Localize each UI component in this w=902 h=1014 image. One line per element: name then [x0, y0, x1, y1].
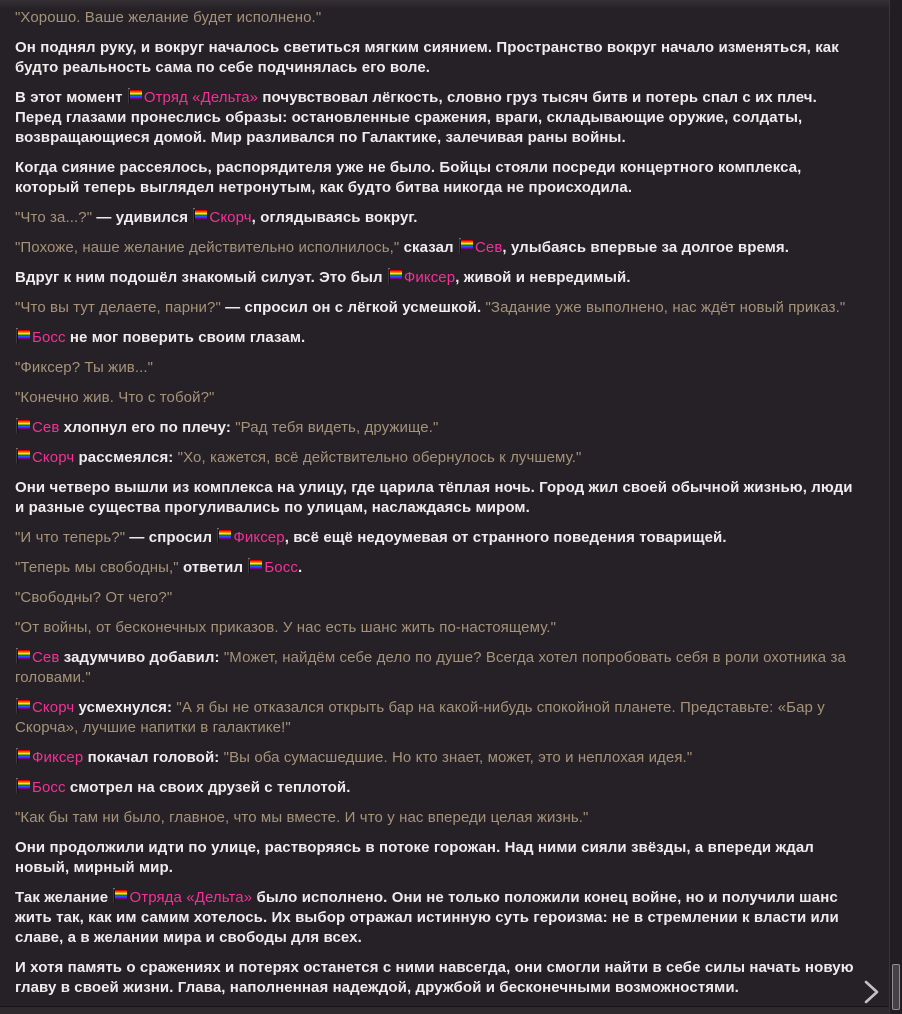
character-link[interactable]	[192, 209, 251, 226]
bottom-edge-bar	[0, 1006, 889, 1014]
character-name: Босс	[264, 559, 298, 576]
narration-text: — удивился	[92, 209, 193, 226]
pride-flag-icon	[15, 419, 31, 434]
story-paragraph	[15, 588, 858, 608]
narration-text: В этот момент	[15, 89, 127, 106]
character-link[interactable]	[15, 699, 74, 716]
story-paragraph	[15, 958, 858, 998]
pride-flag-icon	[247, 559, 263, 574]
quote-text: "Похоже, наше желание действительно исполнилось,"	[15, 239, 400, 256]
story-paragraph	[15, 448, 858, 468]
pride-flag-icon	[15, 449, 31, 464]
story-paragraph	[15, 698, 858, 738]
scrollbar-thumb[interactable]	[892, 964, 900, 1010]
pride-flag-icon	[112, 889, 128, 904]
pride-flag-icon	[15, 749, 31, 764]
quote-text: "Теперь мы свободны,"	[15, 559, 179, 576]
character-link[interactable]	[112, 889, 252, 906]
narration-text: , всё ещё недоумевая от странного поведения товарищей.	[284, 529, 727, 546]
pride-flag-icon	[15, 699, 31, 714]
pride-flag-icon	[458, 239, 474, 254]
narration-text: Они четверо вышли из комплекса на улицу, где царила тёплая ночь. Город жил своей обычной жизнью, люди и разные существа прогуливались по улицам, наслаждаясь миром.	[15, 479, 853, 516]
narration-text: смотрел на своих друзей с теплотой.	[65, 779, 351, 796]
scrollbar-track[interactable]	[889, 0, 902, 1014]
narration-text: покачал головой:	[83, 749, 224, 766]
quote-text: "Что за...?"	[15, 209, 93, 226]
character-name: Скорч	[209, 209, 252, 226]
story-paragraph	[15, 88, 858, 148]
character-link[interactable]	[247, 559, 298, 576]
story-paragraph	[15, 268, 858, 288]
story-paragraph	[15, 298, 858, 318]
narration-text: Он поднял руку, и вокруг началось светиться мягким сиянием. Пространство вокруг начало изменяться, как будто реальность сама по себе подчинялась его воле.	[15, 39, 839, 76]
character-name: Скорч	[32, 699, 75, 716]
next-page-button[interactable]	[859, 979, 883, 1005]
story-paragraph	[15, 478, 858, 518]
narration-text: сказал	[399, 239, 458, 256]
character-name: Отряд «Дельта»	[143, 89, 259, 106]
character-name: Фиксер	[403, 269, 456, 286]
narration-text: .	[297, 559, 303, 576]
story-paragraph	[15, 618, 858, 638]
quote-text: "Хорошо. Ваше желание будет исполнено."	[15, 9, 322, 26]
story-paragraph	[15, 838, 858, 878]
pride-flag-icon	[127, 89, 143, 104]
narration-text: не мог поверить своим глазам.	[65, 329, 306, 346]
quote-text: "И что теперь?"	[15, 529, 126, 546]
quote-text: "Может, найдём себе дело по душе? Всегда хотел попробовать себя в роли охотника за головами."	[15, 649, 846, 686]
narration-text: , оглядываясь вокруг.	[251, 209, 418, 226]
chevron-right-icon	[859, 979, 883, 1005]
story-paragraph	[15, 808, 858, 828]
character-link[interactable]	[15, 329, 66, 346]
story-paragraph	[15, 748, 858, 768]
narration-text: рассмеялся:	[74, 449, 178, 466]
quote-text: "Что вы тут делаете, парни?"	[15, 299, 221, 316]
quote-text: "Рад тебя видеть, дружище."	[235, 419, 439, 436]
character-name: Сев	[32, 419, 60, 436]
narration-text: Вдруг к ним подошёл знакомый силуэт. Это был	[15, 269, 387, 286]
pride-flag-icon	[15, 649, 31, 664]
quote-text: "А я бы не отказался открыть бар на какой-нибудь спокойной планете. Представьте: «Бар у Скорча», лучшие напитки в галактике!"	[15, 699, 825, 736]
narration-text: усмехнулся:	[74, 699, 177, 716]
character-name: Босс	[32, 779, 66, 796]
story-paragraph	[15, 528, 858, 548]
character-name: Босс	[32, 329, 66, 346]
story-paragraph	[15, 208, 858, 228]
pride-flag-icon	[15, 329, 31, 344]
character-name: Фиксер	[32, 749, 84, 766]
character-name: Фиксер	[233, 529, 285, 546]
character-name: Сев	[474, 239, 503, 256]
quote-text: "Конечно жив. Что с тобой?"	[15, 389, 215, 406]
narration-text: почувствовал лёгкость, словно груз тысяч битв и потерь спал с их плеч. Перед глазами пронеслись образы: остановленные сражения, враги, складывающие оружие, солдаты, возвращающиеся домой. Мир разливался по Галактике, залечивая раны войны.	[15, 89, 817, 146]
narration-text: Они продолжили идти по улице, растворяясь в потоке горожан. Над ними сияли звёзды, а впереди ждал новый, мирный мир.	[15, 839, 814, 876]
character-link[interactable]	[15, 419, 59, 436]
story-paragraph	[15, 888, 858, 948]
character-name: Сев	[32, 649, 60, 666]
narration-text: И хотя память о сражениях и потерях останется с ними навсегда, они смогли найти в себе силы начать новую главу в своей жизни. Глава, наполненная надеждой, дружбой и бесконечными возможностями.	[15, 959, 854, 996]
quote-text: "Фиксер? Ты жив..."	[15, 359, 154, 376]
pride-flag-icon	[387, 269, 403, 284]
narration-text: — спросил он с лёгкой усмешкой.	[220, 299, 486, 316]
character-link[interactable]	[15, 649, 59, 666]
story-paragraph	[15, 388, 858, 408]
narration-text: Когда сияние рассеялось, распорядителя уже не было. Бойцы стояли посреди концертного комплекса, который теперь выглядел нетронутым, как будто битва никогда не происходила.	[15, 159, 802, 196]
story-paragraph	[15, 238, 858, 258]
character-link[interactable]	[127, 89, 258, 106]
story-paragraph	[15, 8, 858, 28]
story-paragraph	[15, 358, 858, 378]
narration-text: хлопнул его по плечу:	[59, 419, 236, 436]
character-link[interactable]	[458, 239, 502, 256]
character-link[interactable]	[387, 269, 455, 286]
narration-text: , живой и невредимый.	[455, 269, 631, 286]
narration-text: , улыбаясь впервые за долгое время.	[502, 239, 790, 256]
character-link[interactable]	[15, 749, 83, 766]
character-link[interactable]	[15, 449, 74, 466]
story-paragraph	[15, 38, 858, 78]
character-name: Скорч	[32, 449, 75, 466]
story-paragraph	[15, 648, 858, 688]
pride-flag-icon	[15, 779, 31, 794]
story-paragraph	[15, 778, 858, 798]
story-paragraph	[15, 328, 858, 348]
quote-text: "Хо, кажется, всё действительно обернулось к лучшему."	[177, 449, 582, 466]
narration-text: задумчиво добавил:	[59, 649, 224, 666]
story-paragraph	[15, 158, 858, 198]
character-name: Отряда «Дельта»	[129, 889, 253, 906]
pride-flag-icon	[216, 529, 232, 544]
pride-flag-icon	[192, 209, 208, 224]
quote-text: "Задание уже выполнено, нас ждёт новый приказ."	[485, 299, 846, 316]
quote-text: "Свободны? От чего?"	[15, 589, 173, 606]
narration-text: Так желание	[15, 889, 113, 906]
quote-text: "От войны, от бесконечных приказов. У нас есть шанс жить по-настоящему."	[15, 619, 556, 636]
story-paragraph	[15, 558, 858, 578]
story-paragraph	[15, 418, 858, 438]
character-link[interactable]	[216, 529, 284, 546]
narration-text: ответил	[178, 559, 248, 576]
narration-text: было исполнено. Они не только положили конец войне, но и получили шанс жить так, как им самим хотелось. Их выбор отражал истинную суть героизма: не в стремлении к власти или славе, а в желании мира и свободы для всех.	[15, 889, 839, 946]
character-link[interactable]	[15, 779, 66, 796]
narration-text: — спросил	[125, 529, 217, 546]
quote-text: "Вы оба сумасшедшие. Но кто знает, может, это и неплохая идея."	[223, 749, 693, 766]
quote-text: "Как бы там ни было, главное, что мы вместе. И что у нас впереди целая жизнь."	[15, 809, 589, 826]
